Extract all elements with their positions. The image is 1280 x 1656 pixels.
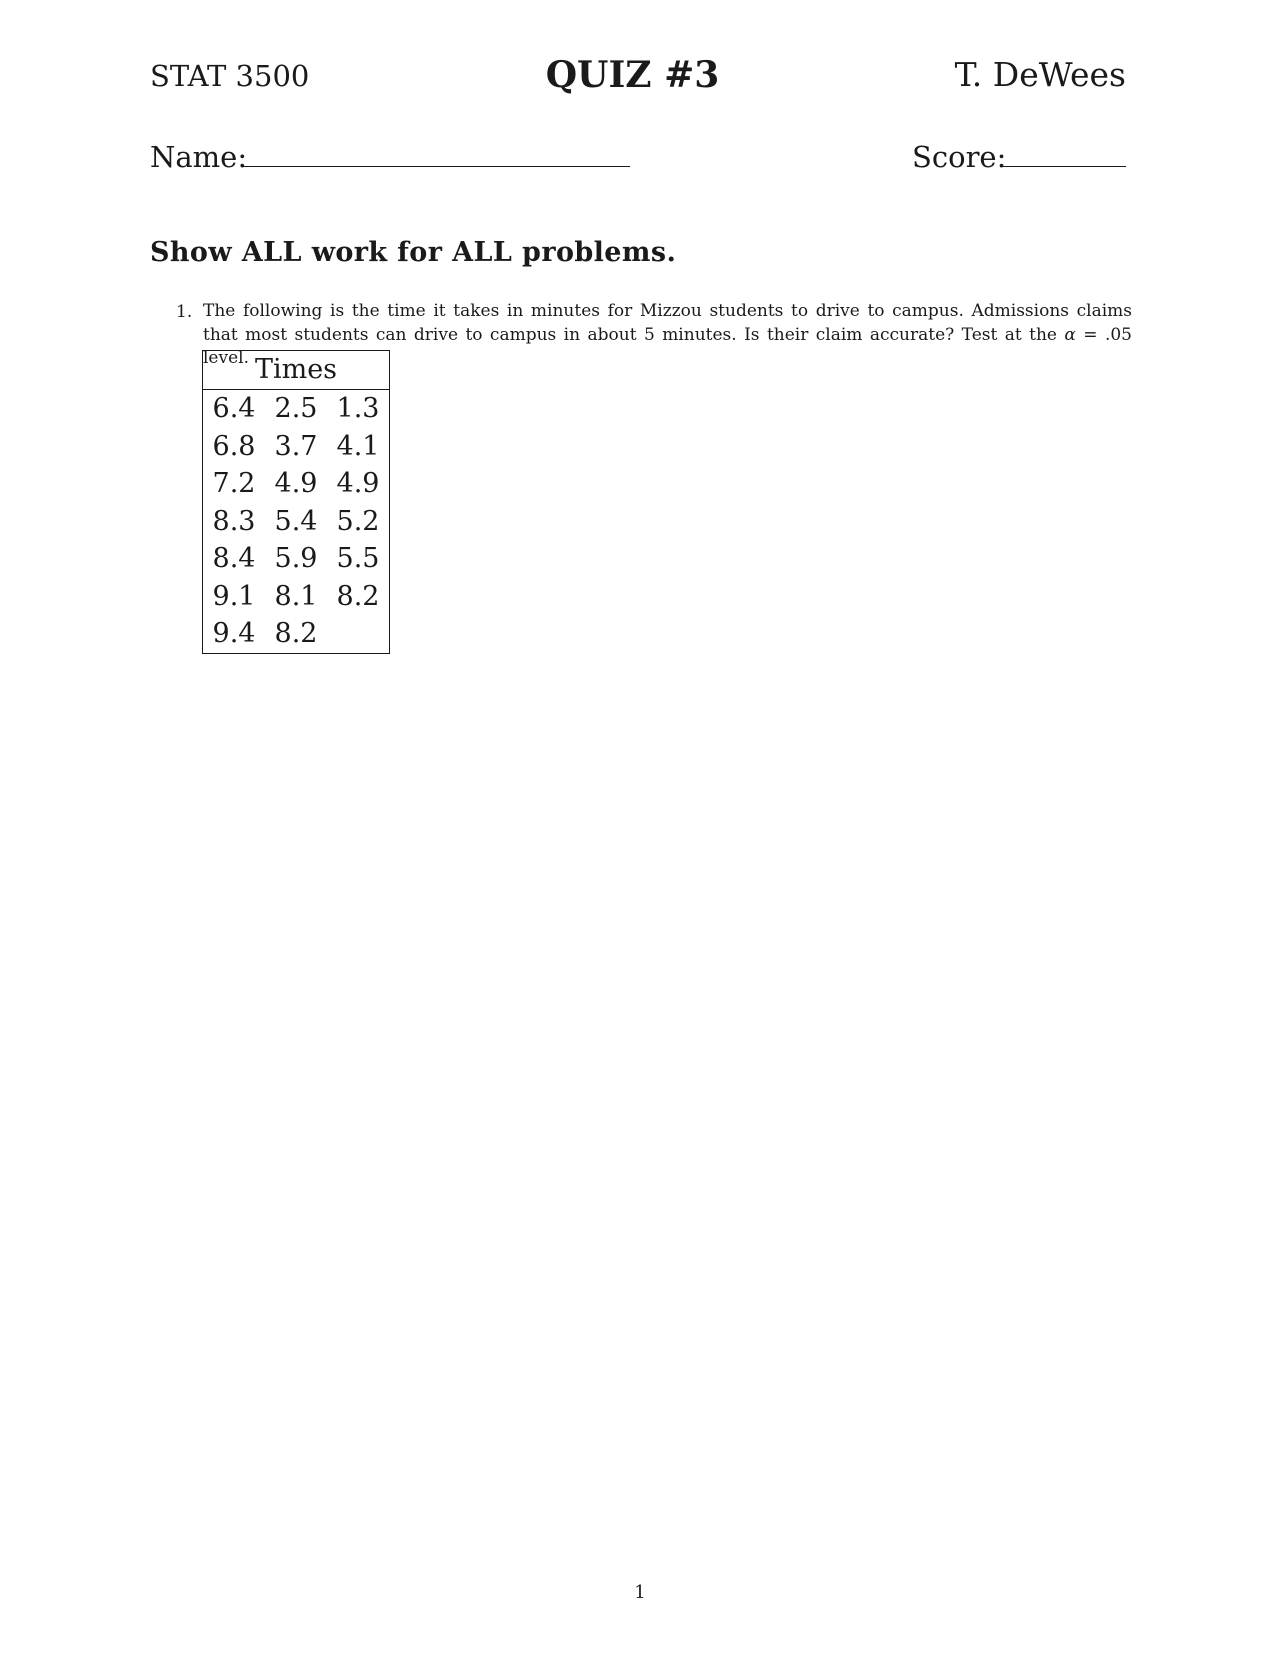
table-row: [203, 428, 390, 466]
problem-number: 1.: [176, 302, 193, 322]
problem-text-part-1: The following is the time it takes in minutes for Mizzou students to drive to campus. Admissions claims that most students can drive to campus in about 5 minutes. Is their claim accurate? Test at the: [203, 301, 1132, 345]
table-cell: 9.1: [212, 580, 256, 612]
page-number: 1: [634, 1582, 646, 1603]
table-cell: 1.3: [336, 393, 380, 424]
quiz-title: QUIZ #3: [545, 54, 720, 96]
table-cell: [327, 615, 390, 653]
table-cell: 5.2: [336, 505, 380, 537]
table-cell: 4.9: [274, 468, 318, 499]
table-row: [203, 615, 390, 653]
table-cell: 8.2: [336, 580, 380, 612]
name-blank-line[interactable]: [242, 166, 630, 167]
times-table: [202, 350, 390, 654]
table-cell: 6.4: [212, 393, 256, 424]
table-cell: 7.2: [212, 468, 256, 499]
table-row: [203, 578, 390, 616]
instructor-name: T. DeWees: [954, 55, 1126, 94]
table-cell: 8.4: [212, 543, 256, 574]
name-label: Name:: [150, 140, 248, 174]
table-cell: 4.9: [336, 468, 380, 499]
table-cell: 5.5: [336, 543, 380, 574]
table-cell: 5.9: [274, 543, 318, 574]
table-row: [203, 465, 390, 503]
table-cell: 8.3: [212, 505, 256, 537]
table-cell: 9.4: [212, 618, 256, 649]
table-row: [203, 540, 390, 578]
table-cell: 6.8: [212, 430, 256, 462]
alpha-symbol: α: [1064, 324, 1076, 345]
table-row: [203, 503, 390, 541]
table-cell: 8.2: [274, 618, 318, 649]
score-blank-line[interactable]: [1000, 166, 1126, 167]
table-cell: 4.1: [336, 430, 380, 462]
problem-text-part-2: = .05 level.: [203, 324, 1133, 368]
course-code: STAT 3500: [150, 59, 310, 93]
table-cell: 3.7: [274, 430, 318, 462]
score-label: Score:: [912, 140, 1007, 174]
table-row: [203, 390, 390, 428]
table-cell: 5.4: [274, 505, 318, 537]
instructions-heading: Show ALL work for ALL problems.: [150, 237, 677, 268]
table-cell: 2.5: [274, 393, 318, 424]
times-table-header: Times: [203, 351, 390, 390]
table-cell: 8.1: [274, 580, 318, 612]
